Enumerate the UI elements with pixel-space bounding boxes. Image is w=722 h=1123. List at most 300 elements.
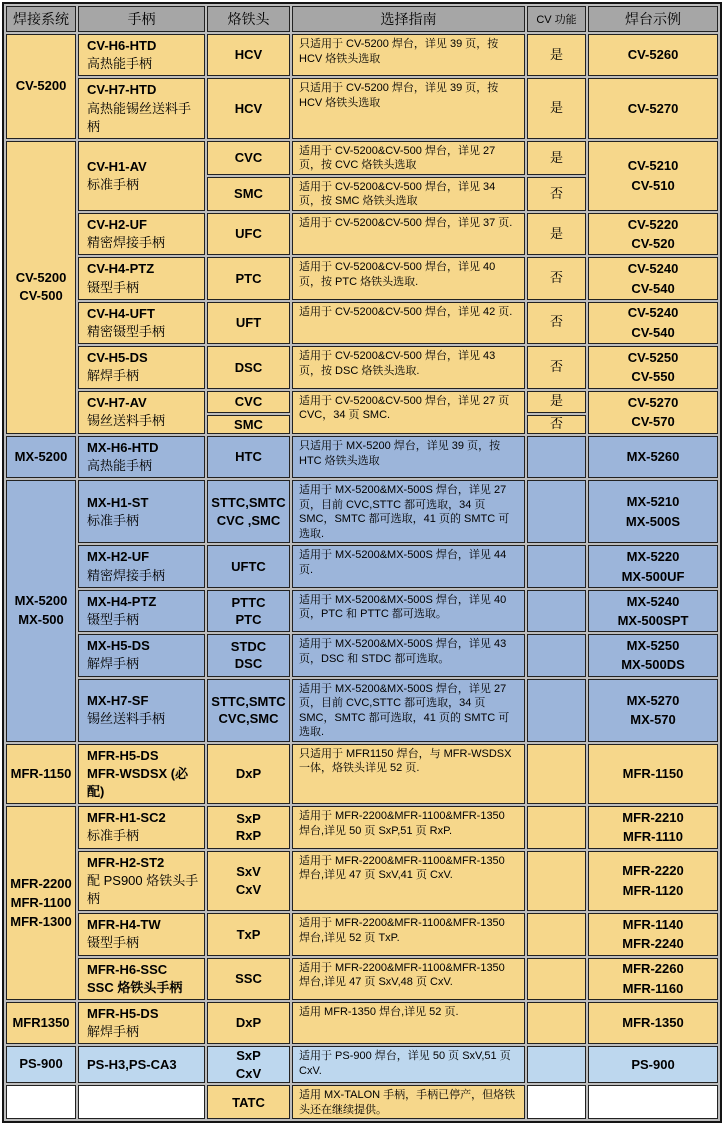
handle-cell: [78, 851, 205, 912]
tip-cell: [207, 634, 290, 676]
system-cell: [6, 1046, 76, 1083]
handle-cell: [78, 141, 205, 211]
guide-cell: [292, 679, 525, 742]
column-header-system: 焊接系统: [6, 6, 76, 32]
cv-text: 是: [549, 149, 563, 165]
table-row: [6, 851, 718, 912]
handle-cell: [78, 958, 205, 1000]
handle-text: 解焊手柄: [87, 368, 140, 384]
handle-text: CV-H2-UF: [87, 217, 147, 232]
station-text: CV-5270: [627, 100, 679, 116]
table-row: [6, 590, 718, 632]
system-cell: [6, 1002, 76, 1044]
cv-cell: [527, 1002, 586, 1044]
tip-text: UFTC: [231, 558, 266, 574]
system-text: MFR1350: [12, 1014, 70, 1030]
tip-cell: [207, 34, 290, 76]
handle-text: PS-H3,PS-CA3: [87, 1056, 177, 1072]
station-cell: [588, 1046, 718, 1083]
tip-text: STDC: [230, 638, 267, 654]
handle-text: 解焊手柄: [87, 1024, 140, 1040]
cv-text: 否: [549, 270, 563, 286]
station-text: MX-5240: [626, 593, 680, 609]
tip-text: HCV: [234, 100, 263, 116]
station-text: CV-520: [631, 236, 675, 252]
cv-text: 是: [549, 225, 563, 241]
handle-cell: [78, 78, 205, 139]
table-body: [6, 34, 718, 1119]
tip-cell: [207, 545, 290, 587]
tip-cell: [207, 346, 290, 388]
cv-cell: [527, 415, 586, 435]
tip-text: PTC: [235, 612, 262, 628]
cv-text: 否: [549, 415, 563, 431]
tip-text: DSC: [234, 656, 263, 672]
tip-text: CVC: [234, 393, 263, 409]
handle-text: 高热能手柄: [87, 458, 153, 474]
header-row: [6, 6, 718, 32]
station-text: MFR-1140: [622, 916, 684, 932]
tip-cell: [207, 679, 290, 742]
handle-text: MFR-H6-SSC: [87, 961, 168, 977]
cv-text: 是: [549, 46, 563, 62]
station-text: MFR-1110: [623, 829, 683, 845]
table-row: [6, 1002, 718, 1044]
guide-text: 只适用于 CV-5200 焊台，详见 39 页，按 HCV 烙铁头选取: [299, 82, 499, 109]
handle-text: MFR-H2-ST2: [87, 854, 165, 870]
guide-text: 适用于 CV-5200&CV-500 焊台，详见 42 页.: [299, 305, 513, 318]
guide-cell: [292, 78, 525, 139]
column-header-guide: 选择指南: [292, 6, 525, 32]
station-text: MFR-1120: [622, 882, 684, 898]
station-cell: [588, 1002, 718, 1044]
tip-text: SxV: [236, 864, 261, 880]
cv-text: 否: [549, 314, 563, 330]
system-text: PS-900: [19, 1056, 63, 1072]
handle-cell: [78, 806, 205, 848]
station-text: CV-540: [631, 324, 675, 340]
handle-text: CV-H7-HTD: [87, 82, 157, 98]
cv-cell: [527, 302, 586, 344]
system-text: MFR-1150: [10, 765, 72, 781]
guide-text: 只适用于 MX-5200 焊台，详见 39 页，按 HTC 烙铁头选取: [299, 440, 501, 467]
tip-text: STTC,SMTC: [211, 495, 286, 511]
system-text: MFR-1100: [10, 894, 72, 910]
guide-cell: [292, 590, 525, 632]
handle-text: CV-H1-AV: [87, 158, 147, 174]
handle-cell: [78, 679, 205, 742]
handle-cell: [78, 436, 205, 478]
guide-text: 适用于 MX-5200&MX-500S 焊台，详见 44 页.: [299, 549, 507, 576]
handle-text: 锡丝送料手柄: [87, 711, 166, 727]
guide-cell: [292, 34, 525, 76]
station-text: CV-5240: [627, 305, 679, 321]
handle-cell: [78, 346, 205, 388]
handle-text: CV-H5-DS: [87, 350, 148, 366]
guide-text: 适用于 CV-5200&CV-500 焊台，详见 43 页，按 DSC 烙铁头选取.: [299, 350, 496, 377]
handle-text: 精密焊接手柄: [87, 567, 166, 583]
handle-text: 配 PS900 烙铁头手柄: [87, 872, 199, 906]
cv-cell: [527, 913, 586, 955]
table-row: [6, 34, 718, 76]
handle-text: MX-H6-HTD: [87, 440, 159, 456]
table-row: [6, 213, 718, 255]
handle-text: MFR-H1-SC2: [87, 810, 166, 826]
tip-text: PTTC: [231, 594, 266, 610]
tip-text: DxP: [235, 766, 262, 782]
station-cell: [588, 257, 718, 299]
guide-cell: [292, 851, 525, 912]
guide-cell: [292, 302, 525, 344]
tip-cell: [207, 78, 290, 139]
system-cell: [6, 141, 76, 434]
station-cell: [588, 1085, 718, 1119]
tip-cell: [207, 415, 290, 435]
station-text: CV-5210: [627, 158, 679, 174]
guide-cell: [292, 634, 525, 676]
guide-text: 适用于 MX-5200&MX-500S 焊台，详见 43 页，DSC 和 STDC 都可选取。: [299, 638, 507, 665]
guide-text: 适用 MFR-1350 焊台,详见 52 页.: [299, 1005, 459, 1018]
station-text: MFR-2220: [622, 863, 684, 879]
guide-text: 只适用于 MFR1150 焊台，与 MFR-WSDSX 一体，烙铁头详见 52 页.: [299, 747, 512, 775]
tip-cell: [207, 391, 290, 413]
guide-cell: [292, 213, 525, 255]
tip-cell: [207, 851, 290, 912]
station-cell: [588, 141, 718, 211]
system-text: MX-500: [18, 612, 64, 628]
table-row: [6, 913, 718, 955]
tip-cell: [207, 806, 290, 848]
station-text: MFR-2210: [622, 809, 684, 825]
station-text: MFR-1160: [622, 980, 684, 996]
cv-cell: [527, 213, 586, 255]
cv-cell: [527, 34, 586, 76]
guide-text: 适用于 MX-5200&MX-500S 焊台，详见 27 页，目前 CVC,STTC 都可选取，34 页 SMC，SMTC 都可选取，41 页的 SMTC 可选取.: [299, 484, 510, 540]
guide-text: 适用于 CV-5200&CV-500 焊台，详见 37 页.: [299, 217, 513, 229]
tip-text: SSC: [235, 970, 262, 986]
cv-cell: [527, 1085, 586, 1119]
handle-text: MFR-H5-DS: [87, 747, 159, 763]
handle-text: 标准手柄: [87, 176, 140, 192]
column-header-tip: 烙铁头: [207, 6, 290, 32]
tip-text: SxP: [236, 1048, 261, 1064]
guide-cell: [292, 436, 525, 478]
station-cell: [588, 78, 718, 139]
guide-text: 适用于 MX-5200&MX-500S 焊台，详见 27 页，目前 CVC,STTC 都可选取，34 页 SMC，SMTC 都可选取，41 页的 SMTC 可选取.: [299, 682, 510, 739]
guide-cell: [292, 257, 525, 299]
table-row: [6, 346, 718, 388]
station-text: MX-5270: [626, 692, 680, 708]
handle-text: CV-H7-AV: [87, 395, 147, 411]
cv-cell: [527, 480, 586, 543]
guide-cell: [292, 1046, 525, 1083]
handle-cell: [78, 213, 205, 255]
station-cell: [588, 634, 718, 676]
guide-text: 适用于 PS-900 焊台，详见 50 页 SxV,51 页 CxV.: [299, 1050, 511, 1077]
tip-text: HCV: [234, 47, 263, 63]
tip-text: TATC: [232, 1094, 265, 1110]
guide-cell: [292, 177, 525, 211]
tip-cell: [207, 436, 290, 478]
system-text: CV-5200: [15, 269, 67, 285]
handle-cell: [78, 302, 205, 344]
tip-cell: [207, 744, 290, 805]
guide-text: 适用于 MFR-2200&MFR-1100&MFR-1350 焊台,详见 52 页 TxP.: [299, 917, 505, 944]
guide-cell: [292, 545, 525, 587]
tip-text: UFT: [235, 315, 262, 331]
guide-cell: [292, 806, 525, 848]
station-cell: [588, 346, 718, 388]
station-text: MFR-1350: [622, 1015, 684, 1031]
handle-text: MX-H1-ST: [87, 494, 149, 510]
guide-text: 适用于 MX-5200&MX-500S 焊台，详见 40 页，PTC 和 PTTC 都可选取。: [299, 593, 507, 621]
station-cell: [588, 545, 718, 587]
table-row: [6, 480, 718, 543]
tip-text: PTC: [235, 270, 262, 286]
tip-cell: [207, 1002, 290, 1044]
guide-cell: [292, 346, 525, 388]
tip-cell: [207, 141, 290, 175]
table-row: [6, 436, 718, 478]
station-text: MX-500DS: [621, 657, 685, 673]
tip-cell: [207, 1085, 290, 1119]
cv-cell: [527, 346, 586, 388]
guide-text: 适用于 CV-5200&CV-500 焊台，详见 40 页，按 PTC 烙铁头选取.: [299, 261, 496, 288]
station-text: CV-540: [631, 280, 675, 296]
handle-text: 精密焊接手柄: [87, 235, 166, 251]
station-cell: [588, 436, 718, 478]
cv-cell: [527, 78, 586, 139]
column-header-handle: 手柄: [78, 6, 205, 32]
system-text: CV-5200: [15, 78, 67, 94]
handle-text: MFR-H4-TW: [87, 917, 161, 933]
handle-cell: [78, 545, 205, 587]
station-text: MX-5260: [626, 449, 680, 465]
cv-text: 是: [549, 393, 563, 409]
tip-cell: [207, 480, 290, 543]
station-text: MFR-1150: [622, 766, 684, 782]
cv-cell: [527, 141, 586, 175]
station-text: MFR-2260: [622, 961, 684, 977]
station-text: MX-500UF: [621, 568, 685, 584]
table-row: [6, 1085, 718, 1119]
handle-cell: [78, 1002, 205, 1044]
station-cell: [588, 34, 718, 76]
station-cell: [588, 213, 718, 255]
tip-cell: [207, 213, 290, 255]
guide-cell: [292, 913, 525, 955]
guide-cell: [292, 480, 525, 543]
guide-text: 适用于 MFR-2200&MFR-1100&MFR-1350 焊台,详见 47 页 SxV,41 页 CxV.: [299, 854, 505, 882]
table-row: [6, 634, 718, 676]
handle-text: 解焊手柄: [87, 656, 140, 672]
guide-cell: [292, 141, 525, 175]
station-text: MX-5250: [626, 637, 680, 653]
column-header-cv: CV 功能: [527, 6, 586, 32]
table-row: [6, 958, 718, 1000]
system-cell: [6, 34, 76, 139]
station-text: CV-5260: [627, 47, 679, 63]
tip-text: DxP: [235, 1015, 262, 1031]
handle-cell: [78, 34, 205, 76]
station-text: MX-570: [630, 712, 676, 728]
handle-cell: [78, 634, 205, 676]
handle-text: MX-H7-SF: [87, 692, 149, 708]
cv-cell: [527, 177, 586, 211]
handle-text: CV-H6-HTD: [87, 38, 157, 53]
handle-text: CV-H4-UFT: [87, 305, 155, 321]
handle-text: CV-H4-PTZ: [87, 261, 155, 277]
cv-cell: [527, 806, 586, 848]
tip-text: DSC: [234, 359, 263, 375]
handle-text: MFR-WSDSX (必配): [87, 765, 189, 800]
station-text: CV-510: [631, 177, 675, 193]
table-row: [6, 78, 718, 139]
tip-text: UFC: [235, 226, 262, 242]
cv-cell: [527, 257, 586, 299]
guide-text: 适用于 CV-5200&CV-500 焊台，详见 27 页，按 CVC 烙铁头选取: [299, 144, 496, 172]
handle-cell: [78, 913, 205, 955]
system-text: MFR-2200: [10, 875, 72, 891]
handle-cell: [78, 1085, 205, 1119]
system-text: MX-5200: [14, 448, 68, 464]
station-text: CV-570: [631, 414, 675, 430]
handle-cell: [78, 257, 205, 299]
station-cell: [588, 590, 718, 632]
tip-cell: [207, 590, 290, 632]
guide-cell: [292, 958, 525, 1000]
station-text: PS-900: [631, 1057, 675, 1073]
handle-text: 镊型手柄: [87, 612, 140, 628]
guide-text: 只适用于 CV-5200 焊台，详见 39 页，按 HCV 烙铁头选取: [299, 38, 499, 65]
column-header-station: 焊台示例: [588, 6, 718, 32]
tip-text: SMC: [234, 186, 263, 202]
handle-text: SSC 烙铁头手柄: [87, 979, 183, 995]
tip-selection-table: [2, 2, 722, 1123]
handle-text: 高热能锡丝送料手柄: [87, 100, 192, 134]
tip-text: STTC,SMTC: [211, 693, 286, 709]
tip-cell: [207, 1046, 290, 1083]
handle-text: MX-H5-DS: [87, 638, 150, 654]
handle-cell: [78, 391, 205, 435]
station-text: MX-5220: [626, 549, 680, 565]
system-cell: [6, 806, 76, 1000]
guide-cell: [292, 391, 525, 435]
tip-text: SxP: [236, 810, 261, 826]
cv-cell: [527, 590, 586, 632]
tip-text: CVC,SMC: [218, 711, 279, 727]
station-text: CV-5250: [627, 349, 679, 365]
handle-text: MFR-H5-DS: [87, 1005, 159, 1021]
handle-text: MX-H2-UF: [87, 549, 150, 565]
tip-text: CVC ,SMC: [216, 512, 281, 528]
guide-cell: [292, 1085, 525, 1119]
station-text: CV-550: [631, 369, 675, 385]
handle-cell: [78, 1046, 205, 1083]
handle-cell: [78, 590, 205, 632]
handle-text: 精密镊型手柄: [87, 323, 166, 339]
tip-text: TxP: [236, 926, 261, 942]
cv-cell: [527, 958, 586, 1000]
system-cell: [6, 436, 76, 478]
system-cell: [6, 744, 76, 805]
guide-text: 适用 MX-TALON 手柄，手柄已停产，但烙铁头还在继续提供。: [299, 1089, 516, 1116]
tip-text: CVC: [234, 150, 263, 166]
table-row: [6, 302, 718, 344]
table-row: [6, 391, 718, 413]
cv-cell: [527, 436, 586, 478]
handle-text: 标准手柄: [87, 512, 140, 528]
station-cell: [588, 744, 718, 805]
station-cell: [588, 391, 718, 435]
table-row: [6, 679, 718, 742]
cv-cell: [527, 545, 586, 587]
guide-cell: [292, 744, 525, 805]
station-text: MX-500S: [625, 513, 681, 529]
system-text: CV-500: [19, 288, 63, 304]
cv-cell: [527, 744, 586, 805]
station-cell: [588, 679, 718, 742]
handle-text: 镊型手柄: [87, 935, 140, 951]
table-row: [6, 545, 718, 587]
tip-text: CxV: [235, 1065, 262, 1081]
cv-cell: [527, 634, 586, 676]
station-text: CV-5220: [627, 216, 679, 232]
handle-text: 锡丝送料手柄: [87, 413, 166, 429]
cv-cell: [527, 391, 586, 413]
handle-cell: [78, 480, 205, 543]
guide-text: 适用于 MFR-2200&MFR-1100&MFR-1350 焊台,详见 50 页 SxP,51 页 RxP.: [299, 810, 505, 837]
table-row: [6, 806, 718, 848]
system-text: MX-5200: [14, 593, 68, 609]
station-text: CV-5270: [627, 394, 679, 410]
cv-cell: [527, 679, 586, 742]
cv-text: 否: [549, 185, 563, 201]
tip-text: HTC: [235, 449, 262, 465]
tip-text: RxP: [235, 828, 262, 844]
tip-cell: [207, 257, 290, 299]
station-text: MFR-2240: [622, 936, 684, 952]
station-cell: [588, 806, 718, 848]
table-row: [6, 1046, 718, 1083]
guide-cell: [292, 1002, 525, 1044]
station-cell: [588, 958, 718, 1000]
system-cell: [6, 1085, 76, 1119]
cv-cell: [527, 1046, 586, 1083]
station-cell: [588, 480, 718, 543]
station-cell: [588, 302, 718, 344]
cv-text: 是: [549, 100, 563, 116]
station-text: MX-5210: [626, 494, 680, 510]
station-text: MX-500SPT: [617, 613, 689, 629]
handle-text: 高热能手柄: [87, 56, 153, 72]
cv-text: 否: [549, 358, 563, 374]
station-text: CV-5240: [627, 261, 679, 277]
handle-cell: [78, 744, 205, 805]
tip-cell: [207, 302, 290, 344]
tip-text: SMC: [234, 416, 263, 432]
table-row: [6, 141, 718, 175]
cv-cell: [527, 851, 586, 912]
guide-text: 适用于 CV-5200&CV-500 焊台，详见 34 页，按 SMC 烙铁头选取: [299, 180, 496, 208]
table-row: [6, 257, 718, 299]
tip-cell: [207, 958, 290, 1000]
guide-text: 适用于 CV-5200&CV-500 焊台，详见 27 页 CVC，34 页 SMC.: [299, 394, 510, 422]
handle-text: 镊型手柄: [87, 279, 140, 295]
system-cell: [6, 480, 76, 741]
system-text: MFR-1300: [10, 913, 72, 929]
tip-cell: [207, 913, 290, 955]
